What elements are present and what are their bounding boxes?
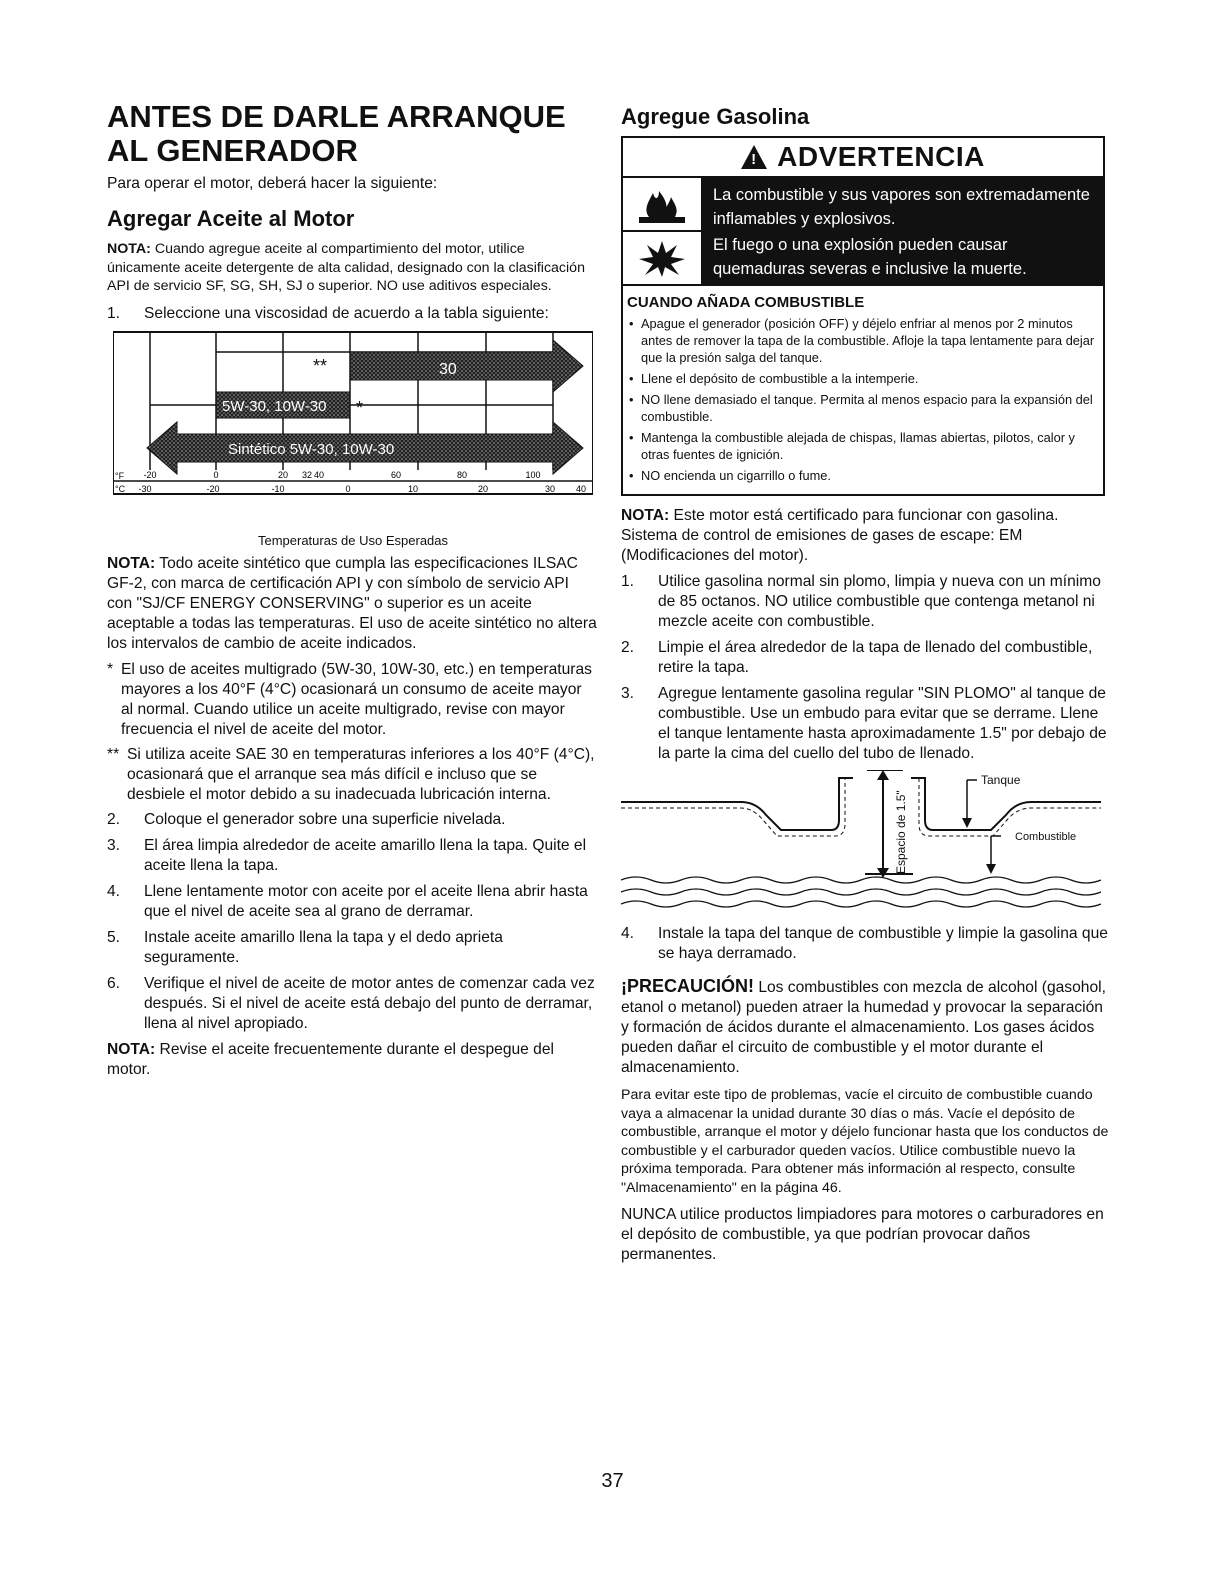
warning-line-2: El fuego o una explosión pueden causar quemaduras severas e inclusive la muerte.: [713, 236, 1027, 278]
warning-title-bar: [623, 138, 1103, 178]
list-item: [621, 638, 1111, 678]
step-number: 4.: [621, 925, 635, 942]
explosion-icon: [623, 230, 701, 284]
never-paragraph: NUNCA utilice productos limpiadores para motores o carburadores en el depósito de combustible, ya que podrían provocar daños permanentes.: [621, 1206, 1104, 1263]
note-oil-type: [107, 240, 597, 296]
left-column: [107, 100, 597, 1080]
chart-caption: Temperaturas de Uso Esperadas: [257, 532, 449, 548]
step-number: 2.: [621, 639, 635, 656]
warning-row: [623, 178, 1103, 284]
caution-text: Los combustibles con mezcla de alcohol (gasohol, etanol o metanol) pueden atraer la humedad y provocar la separación y formación de ácidos durante el almacenamiento. Los gases ácidos pueden dañar el circuito de combustible y el motor durante el almacenamiento.: [621, 979, 1106, 1076]
footnote-mark: **: [107, 745, 120, 763]
step-text: Instale aceite amarillo llena la tapa y el dedo aprieta seguramente.: [144, 928, 503, 966]
list-item: • Mantenga la combustible alejada de chispas, llamas abiertas, pilotos, calor y otras fuentes de ignición.: [627, 429, 1095, 463]
subheading-fuel: Agregue Gasolina: [621, 104, 810, 129]
fahrenheit-tick-label: 60: [390, 469, 402, 480]
celsius-tick-label: 10: [407, 483, 419, 494]
footnote-single-star: [107, 660, 597, 740]
warning-mark: !: [751, 151, 757, 168]
fahrenheit-unit: °F: [115, 470, 125, 481]
step-text: Seleccione una viscosidad de acuerdo a la tabla siguiente:: [144, 304, 549, 322]
list-item: • NO encienda un cigarrillo o fume.: [627, 467, 1095, 484]
storage-paragraph: Para evitar este tipo de problemas, vacíe el circuito de combustible cuando vaya a almacenar la unidad durante 30 días o más. Vacíe el depósito de combustible, arranque el motor y déjelo funcionar hasta que los conductos de combustible y el carburador queden vacíos. Utilice combustible nuevo la próxima temporada. Para obtener más información al respecto, consulte "Almacenamiento" en la página 46.: [621, 1087, 1109, 1196]
viscosity-chart: [113, 330, 593, 530]
step-number: 2.: [107, 810, 121, 828]
step-text: El área limpia alrededor de aceite amarillo llena la tapa. Quite el aceite llena la tapa.: [144, 836, 587, 874]
celsius-tick-label: 20: [477, 483, 489, 494]
warning-triangle-icon: [741, 145, 767, 169]
step-text: Utilice gasolina normal sin plomo, limpia y nueva con un mínimo de 85 octanos. NO utilice combustible que contenga metanol ni mezcle aceite con combustible.: [658, 573, 1101, 630]
celsius-tick-label: 0: [345, 483, 351, 494]
fahrenheit-tick-label: 100: [525, 469, 541, 480]
step-number: 6.: [107, 974, 121, 992]
note-certified: [621, 506, 1111, 566]
celsius-tick-label: -30: [138, 483, 152, 494]
fuel-tank-diagram: [621, 770, 1101, 920]
note-break-in: [107, 1040, 597, 1080]
fahrenheit-tick-label: 20: [277, 469, 289, 480]
list-item: [621, 572, 1111, 632]
step-number: 5.: [107, 928, 121, 946]
subheading-oil: Agregar Aceite al Motor: [107, 206, 355, 231]
step-number: 3.: [107, 836, 121, 854]
tank-outline-left: [621, 778, 853, 830]
list-item: [621, 924, 1111, 964]
warning-icons: [623, 178, 703, 284]
step-text: Limpie el área alrededor de la tapa de llenado del combustible, retire la tapa.: [658, 639, 1093, 676]
note-label: NOTA:: [107, 1040, 156, 1058]
celsius-tick-label: -10: [271, 483, 285, 494]
double-star-label: **: [313, 355, 328, 376]
page-number: 37: [601, 1470, 624, 1492]
warning-details: [623, 284, 1103, 494]
list-item: [107, 928, 597, 968]
single-star-label: *: [356, 397, 364, 418]
note-text: Revise el aceite frecuentemente durante el despegue del motor.: [107, 1040, 554, 1078]
fuel-step-list: [621, 572, 1111, 764]
step-text: Llene lentamente motor con aceite por el aceite llena abrir hasta que el nivel de aceite sea al grano de derramar.: [144, 882, 588, 920]
note-text: Todo aceite sintético que cumpla las especificaciones ILSAC GF-2, con marca de certificación API y con símbolo de servicio API con "SJ/CF ENERGY CONSERVING" o superior es un aceite aceptable a todas las temperaturas. El uso de aceite sintético no altera los intervalos de cambio de aceite indicados.: [107, 554, 597, 652]
fahrenheit-tick-label: 40: [313, 469, 325, 480]
viscosity-chart-svg: [113, 330, 593, 530]
fuel-waves: [621, 877, 1101, 907]
intro-text: Para operar el motor, deberá hacer la siguiente:: [107, 175, 438, 192]
synthetic-label: Sintético 5W-30, 10W-30: [228, 440, 395, 458]
list-item: [107, 882, 597, 922]
celsius-tick-label: 40: [575, 483, 587, 494]
step-number: 3.: [621, 685, 635, 702]
step-list-1: [107, 304, 597, 324]
tank-label: Tanque: [981, 773, 1021, 787]
step-text: Instale la tapa del tanque de combustible y limpie la gasolina que se haya derramado.: [658, 925, 1108, 962]
note-label: NOTA:: [621, 507, 670, 524]
list-item: [107, 836, 597, 876]
step-list-2: [107, 810, 597, 1034]
fuel-label: Combustible: [1015, 831, 1077, 843]
celsius-unit: °C: [115, 483, 126, 494]
footnote-mark: *: [107, 660, 114, 678]
section-heading: ANTES DE DARLE ARRANQUE AL GENERADOR: [107, 99, 566, 168]
sae30-label: 30: [439, 360, 457, 378]
warning-title: ADVERTENCIA: [777, 141, 985, 172]
note-label: NOTA:: [107, 554, 156, 572]
step-number: 1.: [107, 304, 121, 322]
warning-text: [703, 178, 1103, 284]
list-item: • Apague el generador (posición OFF) y déjelo enfriar al menos por 2 minutos antes de remover la tapa de la combustible. Afloje la tapa lentamente para dejar que la presión salga del tanque.: [627, 315, 1095, 366]
warning-subtitle: CUANDO AÑADA COMBUSTIBLE: [627, 294, 865, 311]
fuel-step-list-2: [621, 924, 1111, 964]
step-text: Verifique el nivel de aceite de motor antes de comenzar cada vez después. Si el nivel de aceite está debajo del punto de derramar, llena al nivel apropiado.: [144, 974, 595, 1032]
step-text: Agregue lentamente gasolina regular "SIN PLOMO" al tanque de combustible. Use un embudo para evitar que se derrame. Llene el tanque lentamente hasta aproximadamente 1.5" por debajo de la parte la cima del cuello del tubo de llenado.: [658, 685, 1107, 762]
caution-paragraph: [621, 976, 1111, 1078]
footnote-text: Si utiliza aceite SAE 30 en temperaturas inferiores a los 40°F (4°C), ocasionará que el arranque sea más difícil e incluso que se desbiele el motor debido a su inadecuada lubricación interna.: [127, 745, 595, 803]
fahrenheit-tick-label: 80: [456, 469, 468, 480]
list-item: • Llene el depósito de combustible a la intemperie.: [627, 370, 1095, 387]
fahrenheit-tick-label: 32: [301, 469, 313, 480]
step-text: Coloque el generador sobre una superficie nivelada.: [144, 810, 506, 828]
caution-label: ¡PRECAUCIÓN!: [621, 976, 754, 996]
step-number: 4.: [107, 882, 121, 900]
list-item: [107, 974, 597, 1034]
list-item: • NO llene demasiado el tanque. Permita al menos espacio para la expansión del combustible.: [627, 391, 1095, 425]
right-column: [621, 104, 1111, 1265]
note-text: Cuando agregue aceite al compartimiento del motor, utilice únicamente aceite detergente de alta calidad, designado con la clasificación API de servicio SF, SG, SH, SJ o superior. NO use aditivos especiales.: [107, 241, 585, 294]
note-text: Este motor está certificado para funcionar con gasolina. Sistema de control de emisiones de gases de escape: EM (Modificaciones del motor).: [621, 507, 1059, 564]
fahrenheit-tick-label: -20: [143, 469, 157, 480]
step-number: 1.: [621, 573, 635, 590]
list-item: [107, 810, 597, 830]
footnote-list: [107, 660, 597, 805]
footnote-double-star: [107, 745, 597, 805]
multigrade-label: 5W-30, 10W-30: [222, 397, 327, 415]
footnote-text: El uso de aceites multigrado (5W-30, 10W-30, etc.) en temperaturas mayores a los 40°F (4°C) ocasionará un consumo de aceite mayor al normal. Cuando utilice un aceite multigrado, revise con mayor frecuencia el nivel de aceite del motor.: [121, 660, 592, 738]
fahrenheit-tick-label: 0: [213, 469, 219, 480]
note-synthetic: [107, 554, 597, 654]
list-item: [621, 684, 1111, 764]
note-label: NOTA:: [107, 241, 151, 257]
celsius-tick-label: -20: [206, 483, 220, 494]
flammable-icon: [623, 178, 701, 230]
list-item: [107, 304, 597, 324]
warning-box: [621, 136, 1105, 496]
celsius-tick-label: 30: [544, 483, 556, 494]
space-label: Espacio de 1.5": [894, 790, 908, 874]
warning-line-1: La combustible y sus vapores son extremadamente inflamables y explosivos.: [713, 186, 1090, 228]
warning-bullets: [627, 315, 1095, 484]
